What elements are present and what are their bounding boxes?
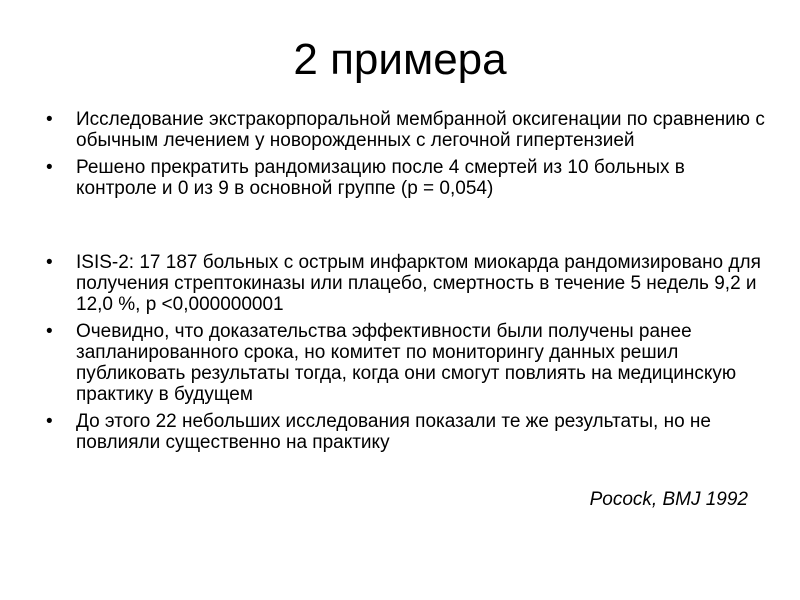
bullet-text: Исследование экстракорпоральной мембранной оксигенации по сравнению с обычным лечением у новорожденных с легочной гипертензией [76,109,765,151]
bullet-item-isis-2 [46,252,766,315]
bullet-item-randomization-stopped [46,157,766,199]
bullet-item-ecmo-study [46,109,766,151]
bullet-text: Решено прекратить рандомизацию после 4 смертей из 10 больных в контроле и 0 из 9 в основной группе (р = 0,054) [76,157,685,199]
bullet-icon: • [46,321,53,342]
bullet-text: ISIS-2: 17 187 больных с острым инфарктом миокарда рандомизировано для получения стрептокиназы или плацебо, смертность в течение 5 недель 9,2 и 12,0 %, р <0,000000001 [76,252,761,315]
citation: Pocock, BMJ 1992 [589,489,748,510]
bullet-text: До этого 22 небольших исследования показали те же результаты, но не повлияли существенно на практику [76,411,711,453]
slide-title: 2 примера [293,35,507,84]
bullet-icon: • [46,109,53,130]
bullet-text: Очевидно, что доказательства эффективности были получены ранее запланированного срока, но комитет по мониторингу данных решил публиковать результаты тогда, когда они смогут повлиять на медицинскую практику в будущем [76,321,737,405]
bullet-list [46,109,766,459]
bullet-icon: • [46,157,53,178]
bullet-item-small-studies [46,411,766,453]
bullet-item-early-evidence [46,321,766,405]
bullet-icon: • [46,411,53,432]
bullet-icon: • [46,252,53,273]
